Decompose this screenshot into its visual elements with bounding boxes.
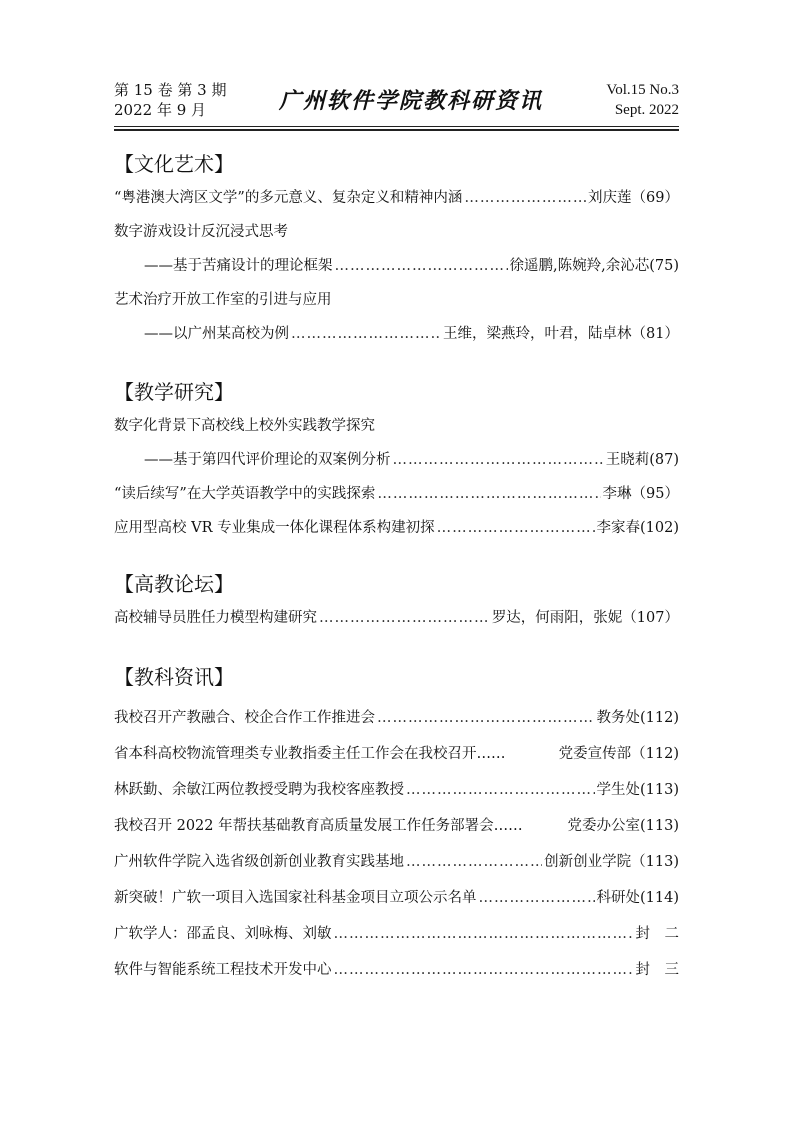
section-culture-art [114,147,679,351]
entry-title: 林跃勤、余敏江两位教授受聘为我校客座教授 [114,782,404,798]
entry-title: 新突破！广软一项目入选国家社科基金项目立项公示名单 [114,890,477,906]
entry-author: 党委办公室(113) [567,818,679,834]
leader-dots [479,880,595,916]
entry-title: 省本科高校物流管理类专业教指委主任工作会在我校召开…… [114,746,506,762]
entry-title: “粤港澳大湾区文学”的多元意义、复杂定义和精神内涵 [114,190,463,206]
entry-author: 学生处(113) [596,782,679,798]
entry-author: 罗达，何雨阳，张妮（107） [491,610,679,626]
entry-author: 教务处(112) [596,710,679,726]
page-header [114,78,679,128]
toc-entry[interactable] [114,181,679,215]
header-rule-thick [114,129,679,131]
entry-author: 李琳（95） [602,486,679,502]
toc-entry-title[interactable]: 数字游戏设计反沉浸式思考 [114,224,288,240]
entry-author: 科研处(114) [596,890,679,906]
toc-entry[interactable] [114,772,679,808]
entry-title: ——基于苦痛设计的理论框架 [144,258,333,274]
toc-entry-subtitle[interactable] [114,249,679,283]
entry-author: 创新创业学院（113) [544,854,679,870]
toc-entry-subtitle[interactable] [114,443,679,477]
entry-author: 王维，梁燕玲，叶君，陆卓林（81） [443,326,679,342]
entry-title: ——以广州某高校为例 [144,326,289,342]
leader-dots [335,249,508,283]
entry-author: 徐遥鹏,陈婉羚,余沁芯(75) [509,258,679,274]
volume-en-label: Vol.15 No.3 [606,82,679,98]
issue-info-en [606,80,679,120]
entry-author: 封 三 [635,962,679,978]
entry-author: 封 二 [635,926,679,942]
toc-entry[interactable] [114,844,679,880]
entry-author: 王晓莉(87) [605,452,679,468]
toc-entry-title[interactable]: 艺术治疗开放工作室的引进与应用 [114,292,332,308]
leader-dots [393,443,604,477]
entry-title: ——基于第四代评价理论的双案例分析 [144,452,391,468]
section-title: 【高教论坛】 [114,572,234,596]
issue-info [114,80,226,120]
section-news [114,660,679,988]
toc-entry[interactable] [114,880,679,916]
entry-title: 广州软件学院入选省级创新创业教育实践基地 [114,854,404,870]
toc-entry[interactable] [114,477,679,511]
entry-title: 应用型高校 VR 专业集成一体化课程体系构建初探 [114,520,435,536]
leader-dots [291,317,441,351]
entry-author: 刘庆莲（69） [588,190,679,206]
section-teaching-research [114,375,679,545]
entry-author: 党委宣传部（112) [558,746,679,762]
entry-title: 软件与智能系统工程技术开发中心 [114,962,332,978]
toc-entry-subtitle[interactable] [114,317,679,351]
leader-dots [406,844,542,880]
entry-title: 我校召开 2022 年帮扶基础教育高质量发展工作任务部署会…… [114,818,523,834]
header-rule-thin [114,126,679,127]
section-higher-ed-forum [114,567,679,635]
toc-entry[interactable] [114,700,679,736]
section-title: 【教科资讯】 [114,665,234,689]
journal-title: 广州软件学院教科研资讯 [279,88,544,114]
entry-title: 广软学人：邵孟良、刘咏梅、刘敏 [114,926,332,942]
leader-dots [406,772,595,808]
entry-title: 高校辅导员胜任力模型构建研究 [114,610,317,626]
leader-dots [437,511,595,545]
toc-entry[interactable] [114,511,679,545]
section-title: 【教学研究】 [114,380,234,404]
date-cn-label: 2022 年 9 月 [114,101,207,119]
leader-dots [377,700,595,736]
toc-entry-title[interactable]: 数字化背景下高校线上校外实践教学探究 [114,418,375,434]
leader-dots [334,916,634,952]
toc-entry[interactable] [114,736,679,772]
entry-author: 李家春(102) [596,520,679,536]
toc-entry[interactable] [114,808,679,844]
leader-dots [464,181,586,215]
leader-dots [319,601,490,635]
entry-title: 我校召开产教融合、校企合作工作推进会 [114,710,375,726]
section-title: 【文化艺术】 [114,152,234,176]
leader-dots [377,477,600,511]
date-en-label: Sept. 2022 [614,102,679,118]
volume-label: 第 15 卷 第 3 期 [114,81,227,99]
toc-entry[interactable] [114,952,679,988]
toc-entry[interactable] [114,916,679,952]
toc-entry[interactable] [114,601,679,635]
leader-dots [334,952,634,988]
entry-title: “读后续写”在大学英语教学中的实践探索 [114,486,376,502]
